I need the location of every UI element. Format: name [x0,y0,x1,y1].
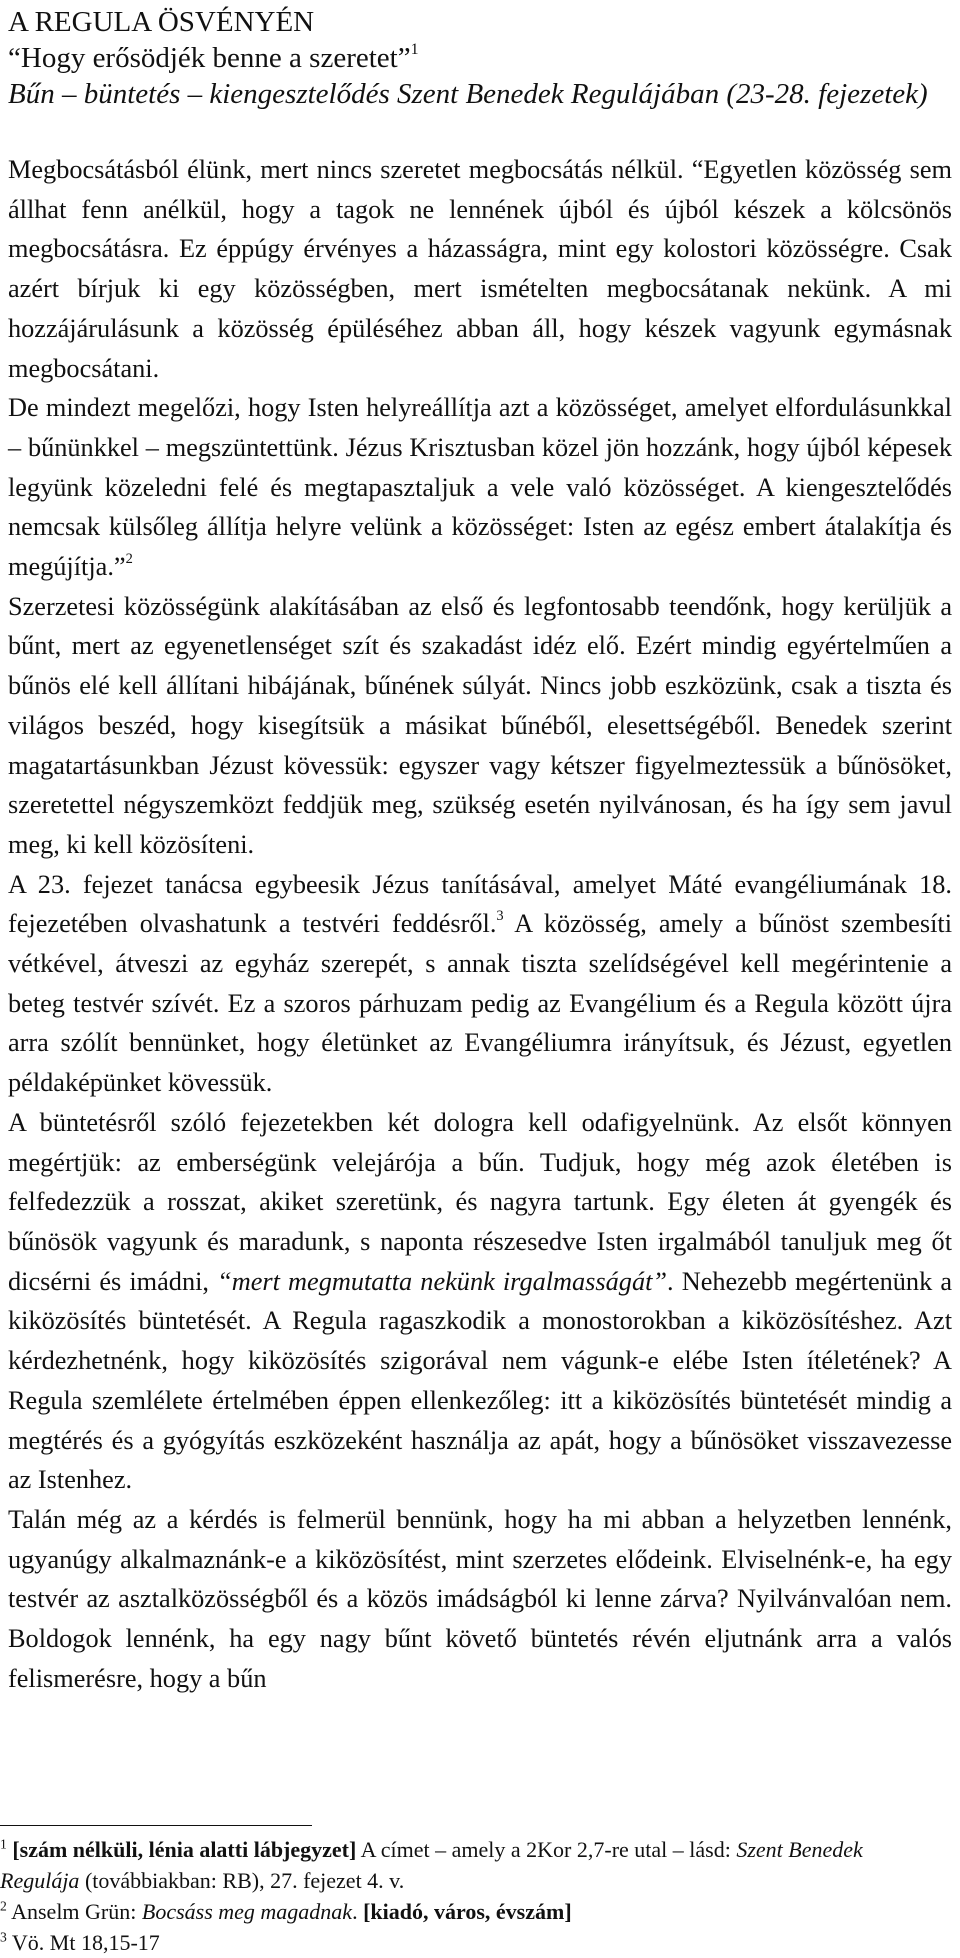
document-page [8,4,952,1698]
paragraph: Talán még az a kérdés is felmerül bennünk, hogy ha mi abban a helyzetben lennénk, ugyanúgy alkalmaznánk-e a kiközösítést, mint szerzetes elődeink. Elviselnénk-e, ha egy testvér az asztalközösségből és a közös imádságból ki lenne zárva? Nyilvánvalóan nem. Boldogok lennénk, ha egy nagy bűnt követő büntetés révén eljutnánk arra a valós felismerésre, hogy a bűn [8,1504,952,1693]
italic-quote: “mert megmutatta nekünk irgalmasságát” [217,1266,668,1296]
footnote-3: $^3$ Vö. Mt 18,15-17 [0,1929,160,1955]
footnote-ref[interactable]: 2 [125,551,133,568]
document-subtitle: Bűn – büntetés – kiengesztelődés Szent Benedek Regulájában (23-28. fejezetek) [8,78,928,110]
footnote-rule [0,1825,312,1826]
paragraph: A 23. fejezet tanácsa egybeesik Jézus tanításával, amelyet Máté evangéliumának 18. fejezetében olvashatunk a testvéri feddésről.$^3$ A közösség, amely a bűnöst szembesíti vétkével, átveszi az egyház szerepét, s annak tiszta szelídségével kell megérintenie a beteg testvér szívét. Ez a szoros párhuzam pedig az Evangélium és a Regula között újra arra szólít bennünket, hogy életünket az Evangéliumra irányítsuk, és Jézust, egyetlen példaképünket kövessük. [8,869,952,1098]
paragraph: A büntetésről szóló fejezetekben két dologra kell odafigyelnünk. Az elsőt könnyen megértjük: az emberségünk velejárója a bűn. Tudjuk, hogy még azok életében is felfedezzük a rosszat, akiket szeretünk, és nagyra tartunk. Egy életen át gyengék és bűnösök vagyunk és maradunk, s naponta részesedve Isten irgalmából tanuljuk meg őt dicsérni és imádni, “mert megmutatta nekünk irgalmasságát”. Nehezebb megértenünk a kiközösítés büntetését. A Regula ragaszkodik a monostorokban a kiközösítéshez. Azt kérdezhetnénk, hogy kiközösítés szigorával nem vágunk-e elébe Isten ítéletének? A Regula szemlélete értelmében éppen ellenkezőleg: itt a kiközösítés büntetését mindig a megtérés és a gyógyítás eszközeként használja az apát, hogy a bűnösöket visszavezesse az Istenhez. [8,1107,953,1495]
footnote-ref[interactable]: 3 [496,908,504,925]
footnote-2: $^2$ Anselm Grün: Bocsáss meg magadnak. [kiadó, város, évszám] [0,1898,572,1924]
paragraph: Megbocsátásból élünk, mert nincs szeretet megbocsátás nélkül. “Egyetlen közösség sem állhat fenn anélkül, hogy a tagok ne lennének újból és újból készek a kölcsönös megbocsátásra. Ez éppúgy érvényes a házasságra, mint egy kolostori közösségre. Csak azért bírjuk ki egy közösségben, mert ismételten megbocsátanak nekünk. A mi hozzájárulásunk a közösség épüléséhez abban áll, hogy készek vagyunk egymásnak megbocsátani. [8,155,952,383]
footnotes [0,1834,944,1958]
body-text [8,150,952,1698]
paragraph: Szerzetesi közösségünk alakításában az első és legfontosabb teendőnk, hogy kerüljük a bűnt, mert az egyenetlenséget szít és szakadást idéz elő. Ezért mindig egyértelműen a bűnös elé kell állítani hibájának, bűnének súlyát. Nincs jobb eszközünk, csak a tiszta és világos beszéd, hogy kisegítsük a másikat bűnéből, elesettségéből. Benedek szerint magatartásunkban Jézust kövessük: egyszer vagy kétszer figyelmeztessük a bűnösöket, szeretettel négyszemközt feddjük meg, szükség esetén nyilvánosan, és ha így sem javul meg, ki kell közösíteni. [8,591,952,859]
subtitle-quote-text: “Hogy erősödjék benne a szeretet” [8,42,411,74]
paragraph: De mindezt megelőzi, hogy Isten helyreállítja azt a közösséget, amelyet elfordulásunkkal – bűnünkkel – megszüntettünk. Jézus Krisztusban közel jön hozzánk, hogy újból képesek legyünk közeledni felé és megtapasztaljuk a vele való közösséget. A kiengesztelődés nemcsak külsőleg állítja helyre velünk a közösséget: Isten az egész embert átalakítja és megújítja.”$^2$ [8,393,952,582]
document-title: A REGULA ÖSVÉNYÉN [8,6,315,38]
document-subtitle-quote [8,40,952,76]
footnote-ref[interactable]: 1 [410,40,419,58]
footnote-1: $^1$ [szám nélküli, lénia alatti lábjegyzet] A címet – amely a 2Kor 2,7-re utal – lásd: Szent Benedek Regulája (továbbiakban: RB), 27. fejezet 4. v. [0,1836,863,1893]
